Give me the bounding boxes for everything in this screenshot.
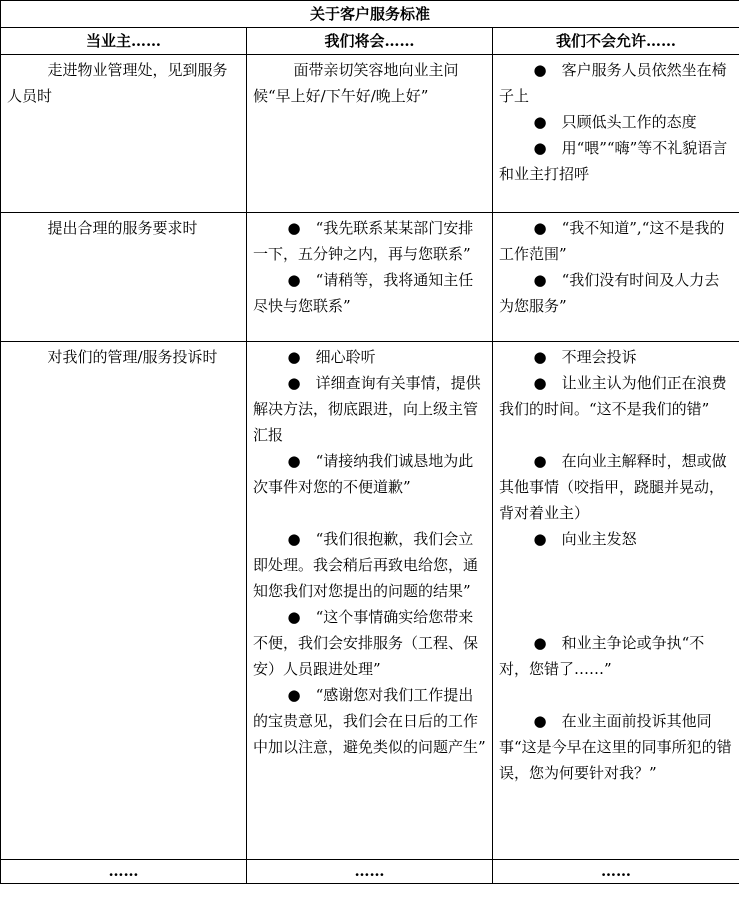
will-item: ● “我先联系某某部门安排一下，五分钟之内，再与您联系” [253, 219, 474, 263]
situation-text: 对我们的管理/服务投诉时 [47, 348, 218, 366]
wont-item: ● 在向业主解释时，想或做其他事情（咬指甲，跷腿并晃动，背对着业主） [499, 452, 727, 522]
will-item: ● “请接纳我们诚恳地为此次事件对您的不便道歉” [253, 452, 474, 496]
situation-cell [1, 55, 247, 213]
situation-text: 走进物业管理处，见到服务人员时 [7, 61, 228, 105]
will-item: 面带亲切笑容地向业主问候“早上好/下午好/晚上好” [253, 61, 459, 105]
wont-item: ● 只顾低头工作的态度 [533, 113, 697, 131]
wont-item: ● 客户服务人员依然坐在椅子上 [499, 61, 727, 105]
will-item: ● 详细查询有关事情，提供解决方法，彻底跟进，向上级主管汇报 [253, 374, 481, 444]
will-item: ● “我们很抱歉，我们会立即处理。我会稍后再致电给您，通知您我们对您提出的问题的结果” [253, 530, 479, 600]
wont-cell [493, 213, 739, 342]
will-item: ● “这个事情确实给您带来不便，我们会安排服务（工程、保安）人员跟进处理” [253, 608, 479, 678]
will-item: ● 细心聆听 [287, 348, 376, 366]
wont-item: ● “我们没有时间及人力去为您服务” [499, 271, 720, 315]
header-we-wont: 我们不会允许…… [493, 28, 739, 55]
table-title: 关于客户服务标准 [1, 1, 739, 28]
will-cell [247, 342, 493, 860]
situation-text: 提出合理的服务要求时 [47, 219, 198, 237]
wont-item: ● 用“喂”“嗨”等不礼貌语言和业主打招呼 [499, 139, 728, 183]
table-row-ellipsis [1, 860, 739, 884]
wont-item: ● 不理会投诉 [533, 348, 637, 366]
wont-item: ● 和业主争论或争执“不对，您错了……” [499, 634, 705, 678]
wont-item: ● “我不知道”,“这不是我的工作范围” [499, 219, 725, 263]
ellipsis-cell: …… [1, 860, 247, 884]
header-we-will: 我们将会…… [247, 28, 493, 55]
situation-cell [1, 213, 247, 342]
table-row [1, 213, 739, 342]
header-when-owner: 当业主…… [1, 28, 247, 55]
wont-item: ● 向业主发怒 [533, 530, 637, 548]
will-item: ● “请稍等，我将通知主任尽快与您联系” [253, 271, 474, 315]
wont-cell [493, 55, 739, 213]
ellipsis-cell: …… [493, 860, 739, 884]
ellipsis-cell: …… [247, 860, 493, 884]
wont-item: ● 让业主认为他们正在浪费我们的时间。“这不是我们的错” [499, 374, 727, 418]
will-cell [247, 55, 493, 213]
will-cell [247, 213, 493, 342]
will-item: ● “感谢您对我们工作提出的宝贵意见，我们会在日后的工作中加以注意，避免类似的问题产生” [253, 686, 486, 756]
table-row [1, 55, 739, 213]
wont-item: ● 在业主面前投诉其他同事“这是今早在这里的同事所犯的错误，您为何要针对我？” [499, 712, 732, 782]
wont-cell [493, 342, 739, 860]
table-row [1, 342, 739, 860]
situation-cell [1, 342, 247, 860]
